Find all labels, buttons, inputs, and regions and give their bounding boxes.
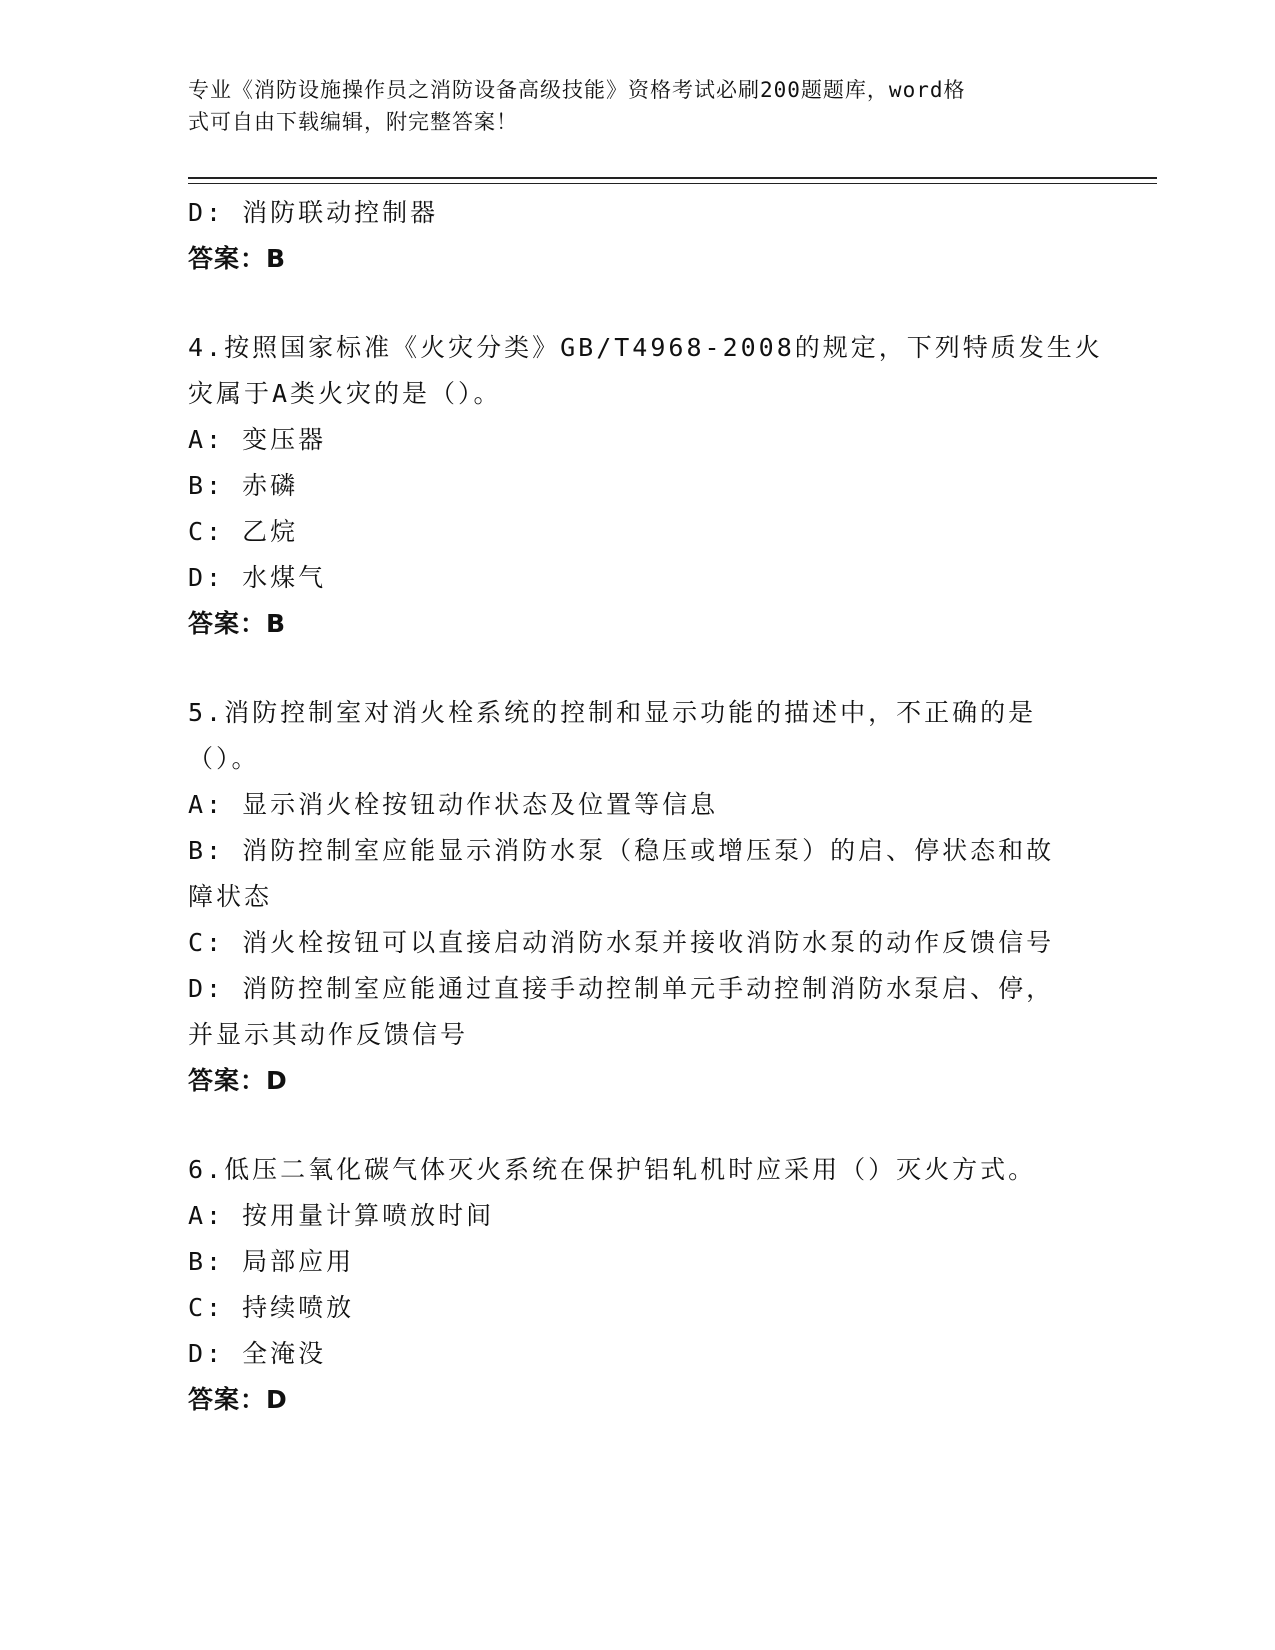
question-stem-continued: （）。 bbox=[188, 744, 260, 773]
header-line-1: 专业《消防设施操作员之消防设备高级技能》资格考试必刷200题题库，word格 bbox=[188, 78, 966, 102]
option-b: B: 消防控制室应能显示消防水泵（稳压或增压泵）的启、停状态和故 bbox=[188, 836, 1055, 865]
option-c: C: 消火栓按钮可以直接启动消防水泵并接收消防水泵的动作反馈信号 bbox=[188, 928, 1055, 957]
answer-line: 答案：D bbox=[188, 1385, 288, 1414]
header-divider-thick bbox=[188, 177, 1157, 179]
question-6 bbox=[188, 1147, 1088, 1423]
question-5 bbox=[188, 690, 1088, 1104]
question-stem-continued: 灾属于A类火灾的是（）。 bbox=[188, 379, 502, 408]
option-a: A: 显示消火栓按钮动作状态及位置等信息 bbox=[188, 790, 719, 819]
question-stem: 5.消防控制室对消火栓系统的控制和显示功能的描述中，不正确的是 bbox=[188, 698, 1037, 727]
option-d: D: 消防控制室应能通过直接手动控制单元手动控制消防水泵启、停， bbox=[188, 974, 1055, 1003]
question-4 bbox=[188, 325, 1103, 647]
document-header bbox=[188, 74, 1068, 138]
question-list bbox=[188, 190, 1103, 1423]
option-a: A: 按用量计算喷放时间 bbox=[188, 1201, 495, 1230]
header-divider-thin bbox=[188, 183, 1157, 184]
option-c: C: 持续喷放 bbox=[188, 1293, 355, 1322]
option-b: B: 赤磷 bbox=[188, 471, 299, 500]
answer-line: 答案：B bbox=[188, 609, 287, 638]
header-line-2: 式可自由下载编辑，附完整答案！ bbox=[188, 110, 518, 134]
option-d: D: 消防联动控制器 bbox=[188, 198, 439, 227]
answer-line: 答案：D bbox=[188, 1066, 288, 1095]
spacer bbox=[188, 282, 1088, 325]
spacer bbox=[188, 647, 1088, 690]
spacer bbox=[188, 1104, 1088, 1147]
option-c: C: 乙烷 bbox=[188, 517, 299, 546]
answer-line: 答案：B bbox=[188, 244, 287, 273]
option-b-continued: 障状态 bbox=[188, 882, 273, 911]
option-d-continued: 并显示其动作反馈信号 bbox=[188, 1020, 469, 1049]
question-stem: 6.低压二氧化碳气体灭火系统在保护铝轧机时应采用（）灭火方式。 bbox=[188, 1155, 1037, 1184]
option-d: D: 全淹没 bbox=[188, 1339, 327, 1368]
question-3 bbox=[188, 190, 1088, 282]
option-b: B: 局部应用 bbox=[188, 1247, 355, 1276]
question-stem: 4.按照国家标准《火灾分类》GB/T4968-2008的规定，下列特质发生火 bbox=[188, 333, 1103, 362]
option-a: A: 变压器 bbox=[188, 425, 327, 454]
option-d: D: 水煤气 bbox=[188, 563, 327, 592]
